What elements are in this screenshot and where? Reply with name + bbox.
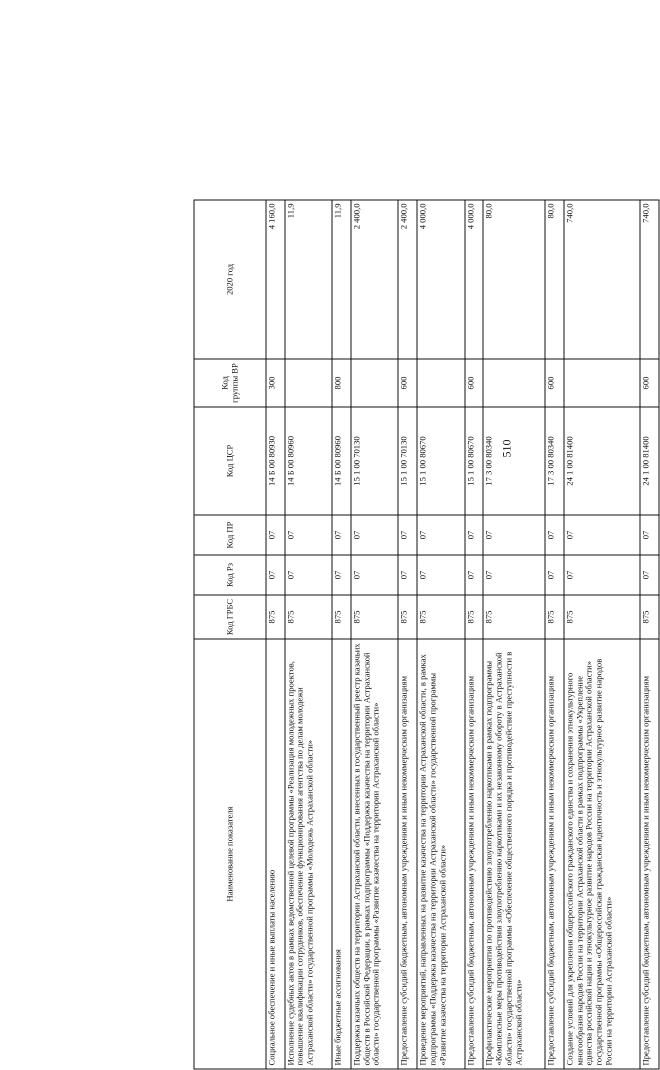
row-rz: 07: [351, 555, 398, 595]
header-grbs: Код ГРБС: [194, 595, 266, 639]
row-vr: 600: [545, 359, 564, 407]
row-sum: 740,0: [640, 200, 659, 359]
table-row: [564, 200, 640, 1069]
row-pr: 07: [483, 515, 545, 555]
row-vr: 600: [465, 359, 484, 407]
row-name: Профилактические мероприятия по противодействию злоупотреблению наркотиками в рамках подпрограммы «Комплексные меры противодействия злоупотреблению наркотиками и их незаконному обороту в Астраханской области» государственной программы «Обеспечение общественного порядка и противодействие преступности в Астраханской области»: [483, 639, 545, 1069]
row-pr: 07: [351, 515, 398, 555]
row-vr: 800: [332, 359, 351, 407]
row-name: Поддержка казачьих обществ на территории Астраханской области, внесенных в государственный реестр казачьих обществ в Российской Федерации, в рамках подпрограммы «Поддержка казачества на территории Астраханской области» государственной программы «Развитие казачества на территории Астраханской области»: [351, 639, 398, 1069]
table-row: [398, 200, 417, 1069]
row-grbs: 875: [545, 595, 564, 639]
table-header-row: [194, 200, 266, 1069]
table-row: [640, 200, 659, 1069]
row-csr: 17 3 00 80340: [483, 407, 545, 515]
row-csr: 15 1 00 70130: [398, 407, 417, 515]
table-row: [545, 200, 564, 1069]
row-vr: [564, 359, 640, 407]
row-rz: 07: [398, 555, 417, 595]
row-csr: 15 1 00 80670: [417, 407, 464, 515]
row-name: Проведение мероприятий, направленных на развитие казачества на территории Астраханской области, в рамках подпрограммы «Поддержка казачества на территории Астраханской области» государственной программы «Развитие казачества на территории Астраханской области»: [417, 639, 464, 1069]
row-csr: 24 1 00 81400: [640, 407, 659, 515]
row-name: Социальное обеспечение и иные выплаты населению: [266, 639, 285, 1069]
row-csr: 14 Б 00 80960: [332, 407, 351, 515]
row-rz: 07: [465, 555, 484, 595]
header-rz: Код Рз: [194, 555, 266, 595]
row-pr: 07: [640, 515, 659, 555]
table-row: [351, 200, 398, 1069]
header-name: Наименование показателя: [194, 639, 266, 1069]
row-vr: [285, 359, 332, 407]
row-grbs: 875: [465, 595, 484, 639]
row-name: Предоставление субсидий бюджетным, автономным учреждениям и иным некоммерческим организациям: [465, 639, 484, 1069]
row-pr: 07: [398, 515, 417, 555]
budget-table: [194, 200, 660, 1070]
row-sum: 2 400,0: [351, 200, 398, 359]
row-name: Предоставление субсидий бюджетным, автономным учреждениям и иным некоммерческим организациям: [398, 639, 417, 1069]
row-vr: 600: [640, 359, 659, 407]
row-sum: 2 400,0: [398, 200, 417, 359]
row-pr: 07: [266, 515, 285, 555]
row-vr: [417, 359, 464, 407]
header-vr: Код группы ВР: [194, 359, 266, 407]
row-name: Исполнение судебных актов в рамках ведомственной целевой программы «Реализация молодежных проектов, повышение квалификации сотрудников, обеспечение функционирования агентства по делам молодежи Астраханской области» государственной программы «Молодежь Астраханской области»: [285, 639, 332, 1069]
row-sum: 4 160,0: [266, 200, 285, 359]
row-vr: [351, 359, 398, 407]
row-grbs: 875: [398, 595, 417, 639]
row-csr: 14 Б 00 80930: [266, 407, 285, 515]
row-name: Предоставление субсидий бюджетным, автономным учреждениям и иным некоммерческим организациям: [545, 639, 564, 1069]
row-sum: 4 000,0: [417, 200, 464, 359]
row-name: Создание условий для укрепления общероссийского гражданского единства и сохранения этнокультурного многообразия народов России на территории Астраханской области в рамках подпрограммы «Укрепление единства российской нации и этнокультурное развитие народов России на территории Астраханской области» государственной программы «Общероссийская гражданская идентичность и этнокультурное развитие народов России на территории Астраханской области»: [564, 639, 640, 1069]
row-grbs: 875: [564, 595, 640, 639]
row-sum: 80,0: [545, 200, 564, 359]
row-grbs: 875: [351, 595, 398, 639]
row-vr: 600: [398, 359, 417, 407]
budget-table-container: [194, 201, 660, 1070]
row-pr: 07: [545, 515, 564, 555]
row-sum: 11,9: [285, 200, 332, 359]
header-pr: Код ПР: [194, 515, 266, 555]
row-pr: 07: [285, 515, 332, 555]
row-csr: 15 1 00 80670: [465, 407, 484, 515]
row-vr: 300: [266, 359, 285, 407]
row-rz: 07: [545, 555, 564, 595]
row-csr: 14 Б 00 80960: [285, 407, 332, 515]
row-name: Предоставление субсидий бюджетным, автономным учреждениям и иным некоммерческим организациям: [640, 639, 659, 1069]
row-sum: 740,0: [564, 200, 640, 359]
page-number: 510: [499, 439, 514, 458]
row-sum: 11,9: [332, 200, 351, 359]
row-name: Иные бюджетные ассигнования: [332, 639, 351, 1069]
row-csr: 15 1 00 70130: [351, 407, 398, 515]
row-rz: 07: [332, 555, 351, 595]
row-rz: 07: [564, 555, 640, 595]
table-row: [465, 200, 484, 1069]
table-row: [483, 200, 545, 1069]
header-year: 2020 год: [194, 200, 266, 359]
row-sum: 80,0: [483, 200, 545, 359]
row-csr: 24 1 00 81400: [564, 407, 640, 515]
row-rz: 07: [417, 555, 464, 595]
row-pr: 07: [564, 515, 640, 555]
header-csr: Код ЦСР: [194, 407, 266, 515]
table-row: [332, 200, 351, 1069]
row-rz: 07: [483, 555, 545, 595]
row-rz: 07: [266, 555, 285, 595]
row-pr: 07: [465, 515, 484, 555]
row-grbs: 875: [266, 595, 285, 639]
row-pr: 07: [332, 515, 351, 555]
row-rz: 07: [285, 555, 332, 595]
row-grbs: 875: [332, 595, 351, 639]
row-csr: 17 3 00 80340: [545, 407, 564, 515]
row-vr: [483, 359, 545, 407]
row-rz: 07: [640, 555, 659, 595]
table-row: [266, 200, 285, 1069]
table-row: [417, 200, 464, 1069]
row-sum: 4 000,0: [465, 200, 484, 359]
row-grbs: 875: [483, 595, 545, 639]
row-grbs: 875: [640, 595, 659, 639]
row-pr: 07: [417, 515, 464, 555]
row-grbs: 875: [285, 595, 332, 639]
row-grbs: 875: [417, 595, 464, 639]
table-row: [285, 200, 332, 1069]
